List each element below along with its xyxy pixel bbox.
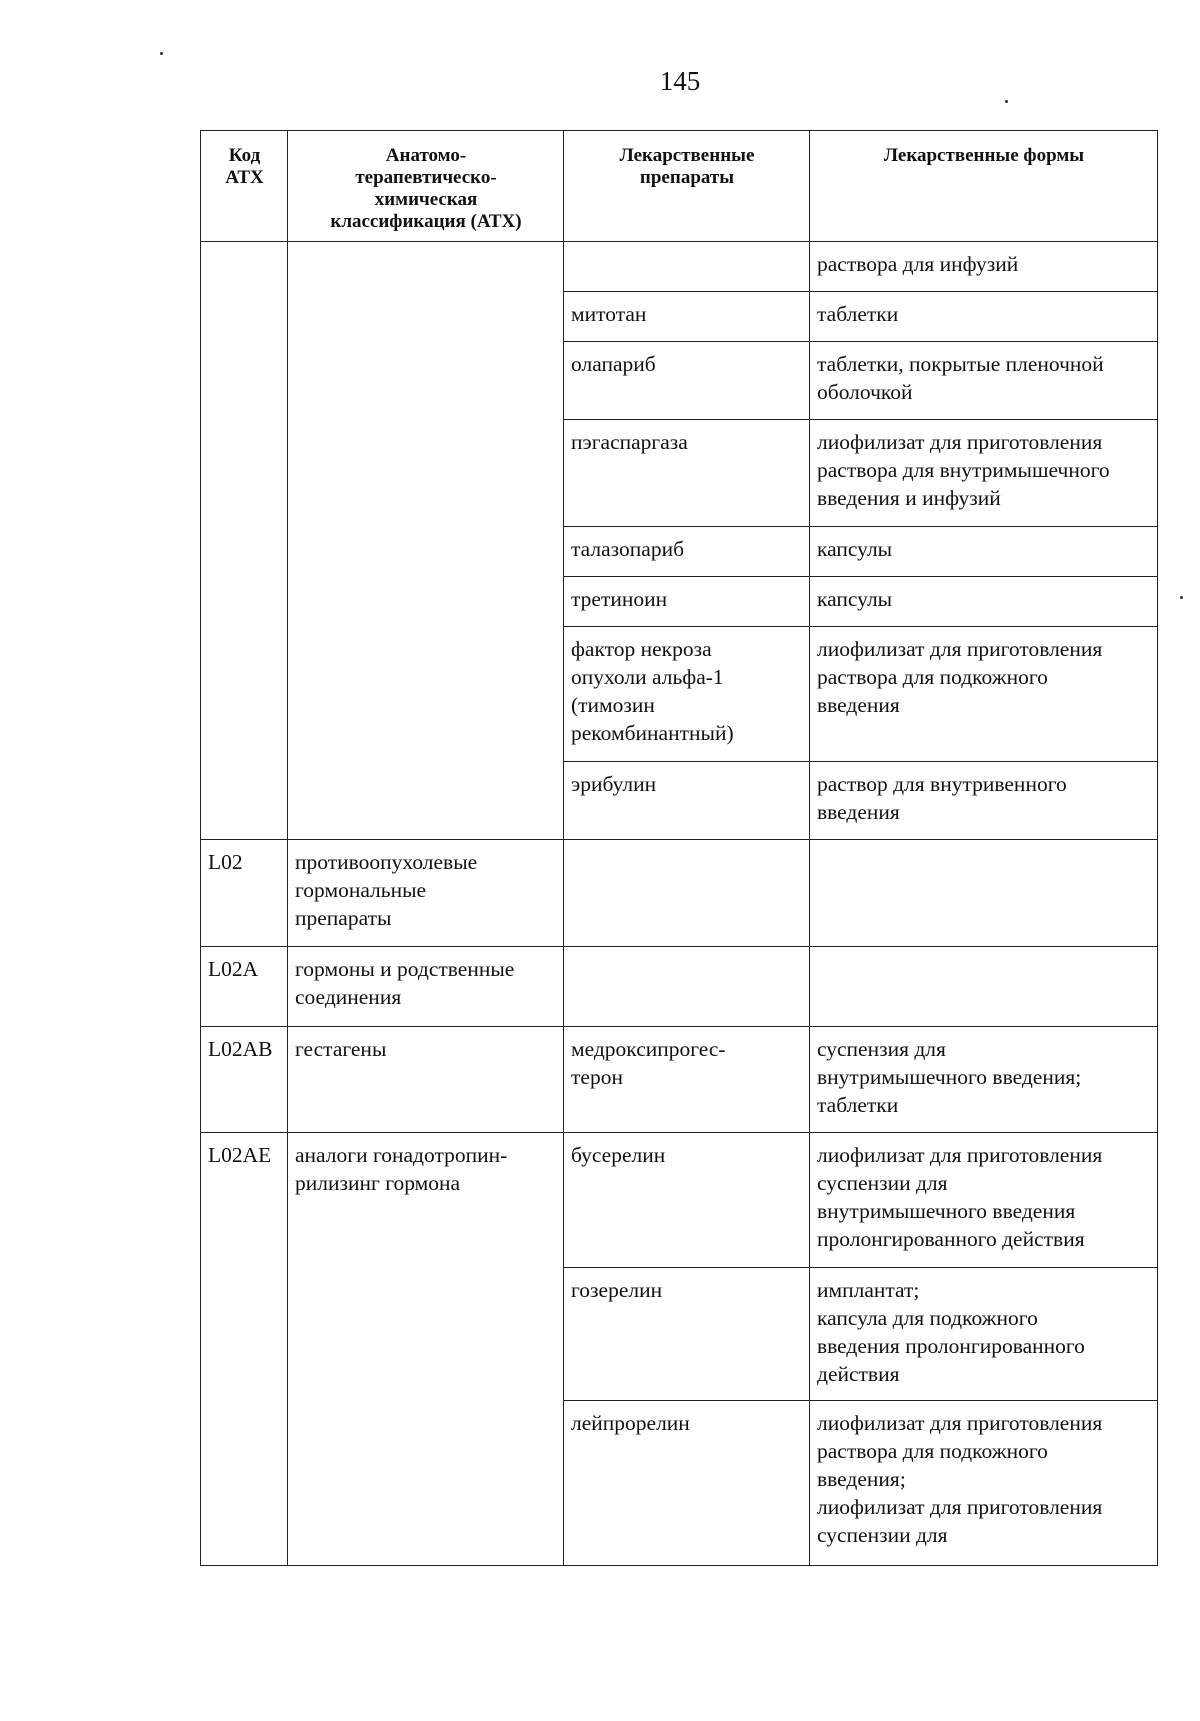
forms-cell: капсулы (810, 527, 1158, 577)
drug-cell: гозерелин (564, 1268, 810, 1401)
forms-cell: суспензия для внутримышечного введения; таблетки (810, 1027, 1158, 1133)
drug-cell: третиноин (564, 577, 810, 627)
forms-cell: лиофилизат для приготовления раствора для подкожного введения; лиофилизат для приготовления суспензии для (810, 1401, 1158, 1566)
forms-cell: раствора для инфузий (810, 242, 1158, 292)
table-row (201, 840, 1158, 947)
code-cell: L02AE (201, 1133, 288, 1566)
classification-cell: противоопухолевые гормональные препараты (288, 840, 564, 947)
forms-cell (810, 947, 1158, 1027)
table-row (201, 242, 1158, 292)
drug-cell: митотан (564, 292, 810, 342)
forms-cell: таблетки (810, 292, 1158, 342)
forms-cell: лиофилизат для приготовления раствора для подкожного введения (810, 627, 1158, 762)
header-drugs: Лекарственные препараты (564, 131, 810, 242)
forms-cell: таблетки, покрытые пленочной оболочкой (810, 342, 1158, 420)
forms-cell: имплантат; капсула для подкожного введения пролонгированного действия (810, 1268, 1158, 1401)
drug-cell (564, 840, 810, 947)
drug-cell: олапариб (564, 342, 810, 420)
code-cell: L02AB (201, 1027, 288, 1133)
drug-cell (564, 947, 810, 1027)
classification-cell: гестагены (288, 1027, 564, 1133)
code-cell: L02 (201, 840, 288, 947)
drug-cell (564, 242, 810, 292)
drug-cell: фактор некроза опухоли альфа-1 (тимозин рекомбинантный) (564, 627, 810, 762)
forms-cell (810, 840, 1158, 947)
atx-table (200, 130, 1158, 1566)
header-code: Код АТХ (201, 131, 288, 242)
forms-cell: лиофилизат для приготовления раствора для внутримышечного введения и инфузий (810, 420, 1158, 527)
table-row (201, 1133, 1158, 1268)
drug-cell: пэгаспаргаза (564, 420, 810, 527)
drug-cell: медроксипрогес- терон (564, 1027, 810, 1133)
page-number: 145 (659, 66, 701, 96)
drug-cell: бусерелин (564, 1133, 810, 1268)
forms-cell: лиофилизат для приготовления суспензии для внутримышечного введения пролонгированного действия (810, 1133, 1158, 1268)
scan-speck (160, 52, 163, 55)
code-cell (201, 242, 288, 840)
drug-cell: эрибулин (564, 762, 810, 840)
table-row (201, 947, 1158, 1027)
drug-cell: лейпрорелин (564, 1401, 810, 1566)
scan-speck (1180, 596, 1183, 599)
classification-cell (288, 242, 564, 840)
scan-speck (1005, 100, 1008, 103)
classification-cell: аналоги гонадотропин- рилизинг гормона (288, 1133, 564, 1566)
forms-cell: капсулы (810, 577, 1158, 627)
header-forms: Лекарственные формы (810, 131, 1158, 242)
forms-cell: раствор для внутривенного введения (810, 762, 1158, 840)
classification-cell: гормоны и родственные соединения (288, 947, 564, 1027)
drug-cell: талазопариб (564, 527, 810, 577)
table-row (201, 1027, 1158, 1133)
code-cell: L02A (201, 947, 288, 1027)
header-classification: Анатомо- терапевтическо- химическая классификация (АТХ) (288, 131, 564, 242)
table-header-row (201, 131, 1158, 242)
